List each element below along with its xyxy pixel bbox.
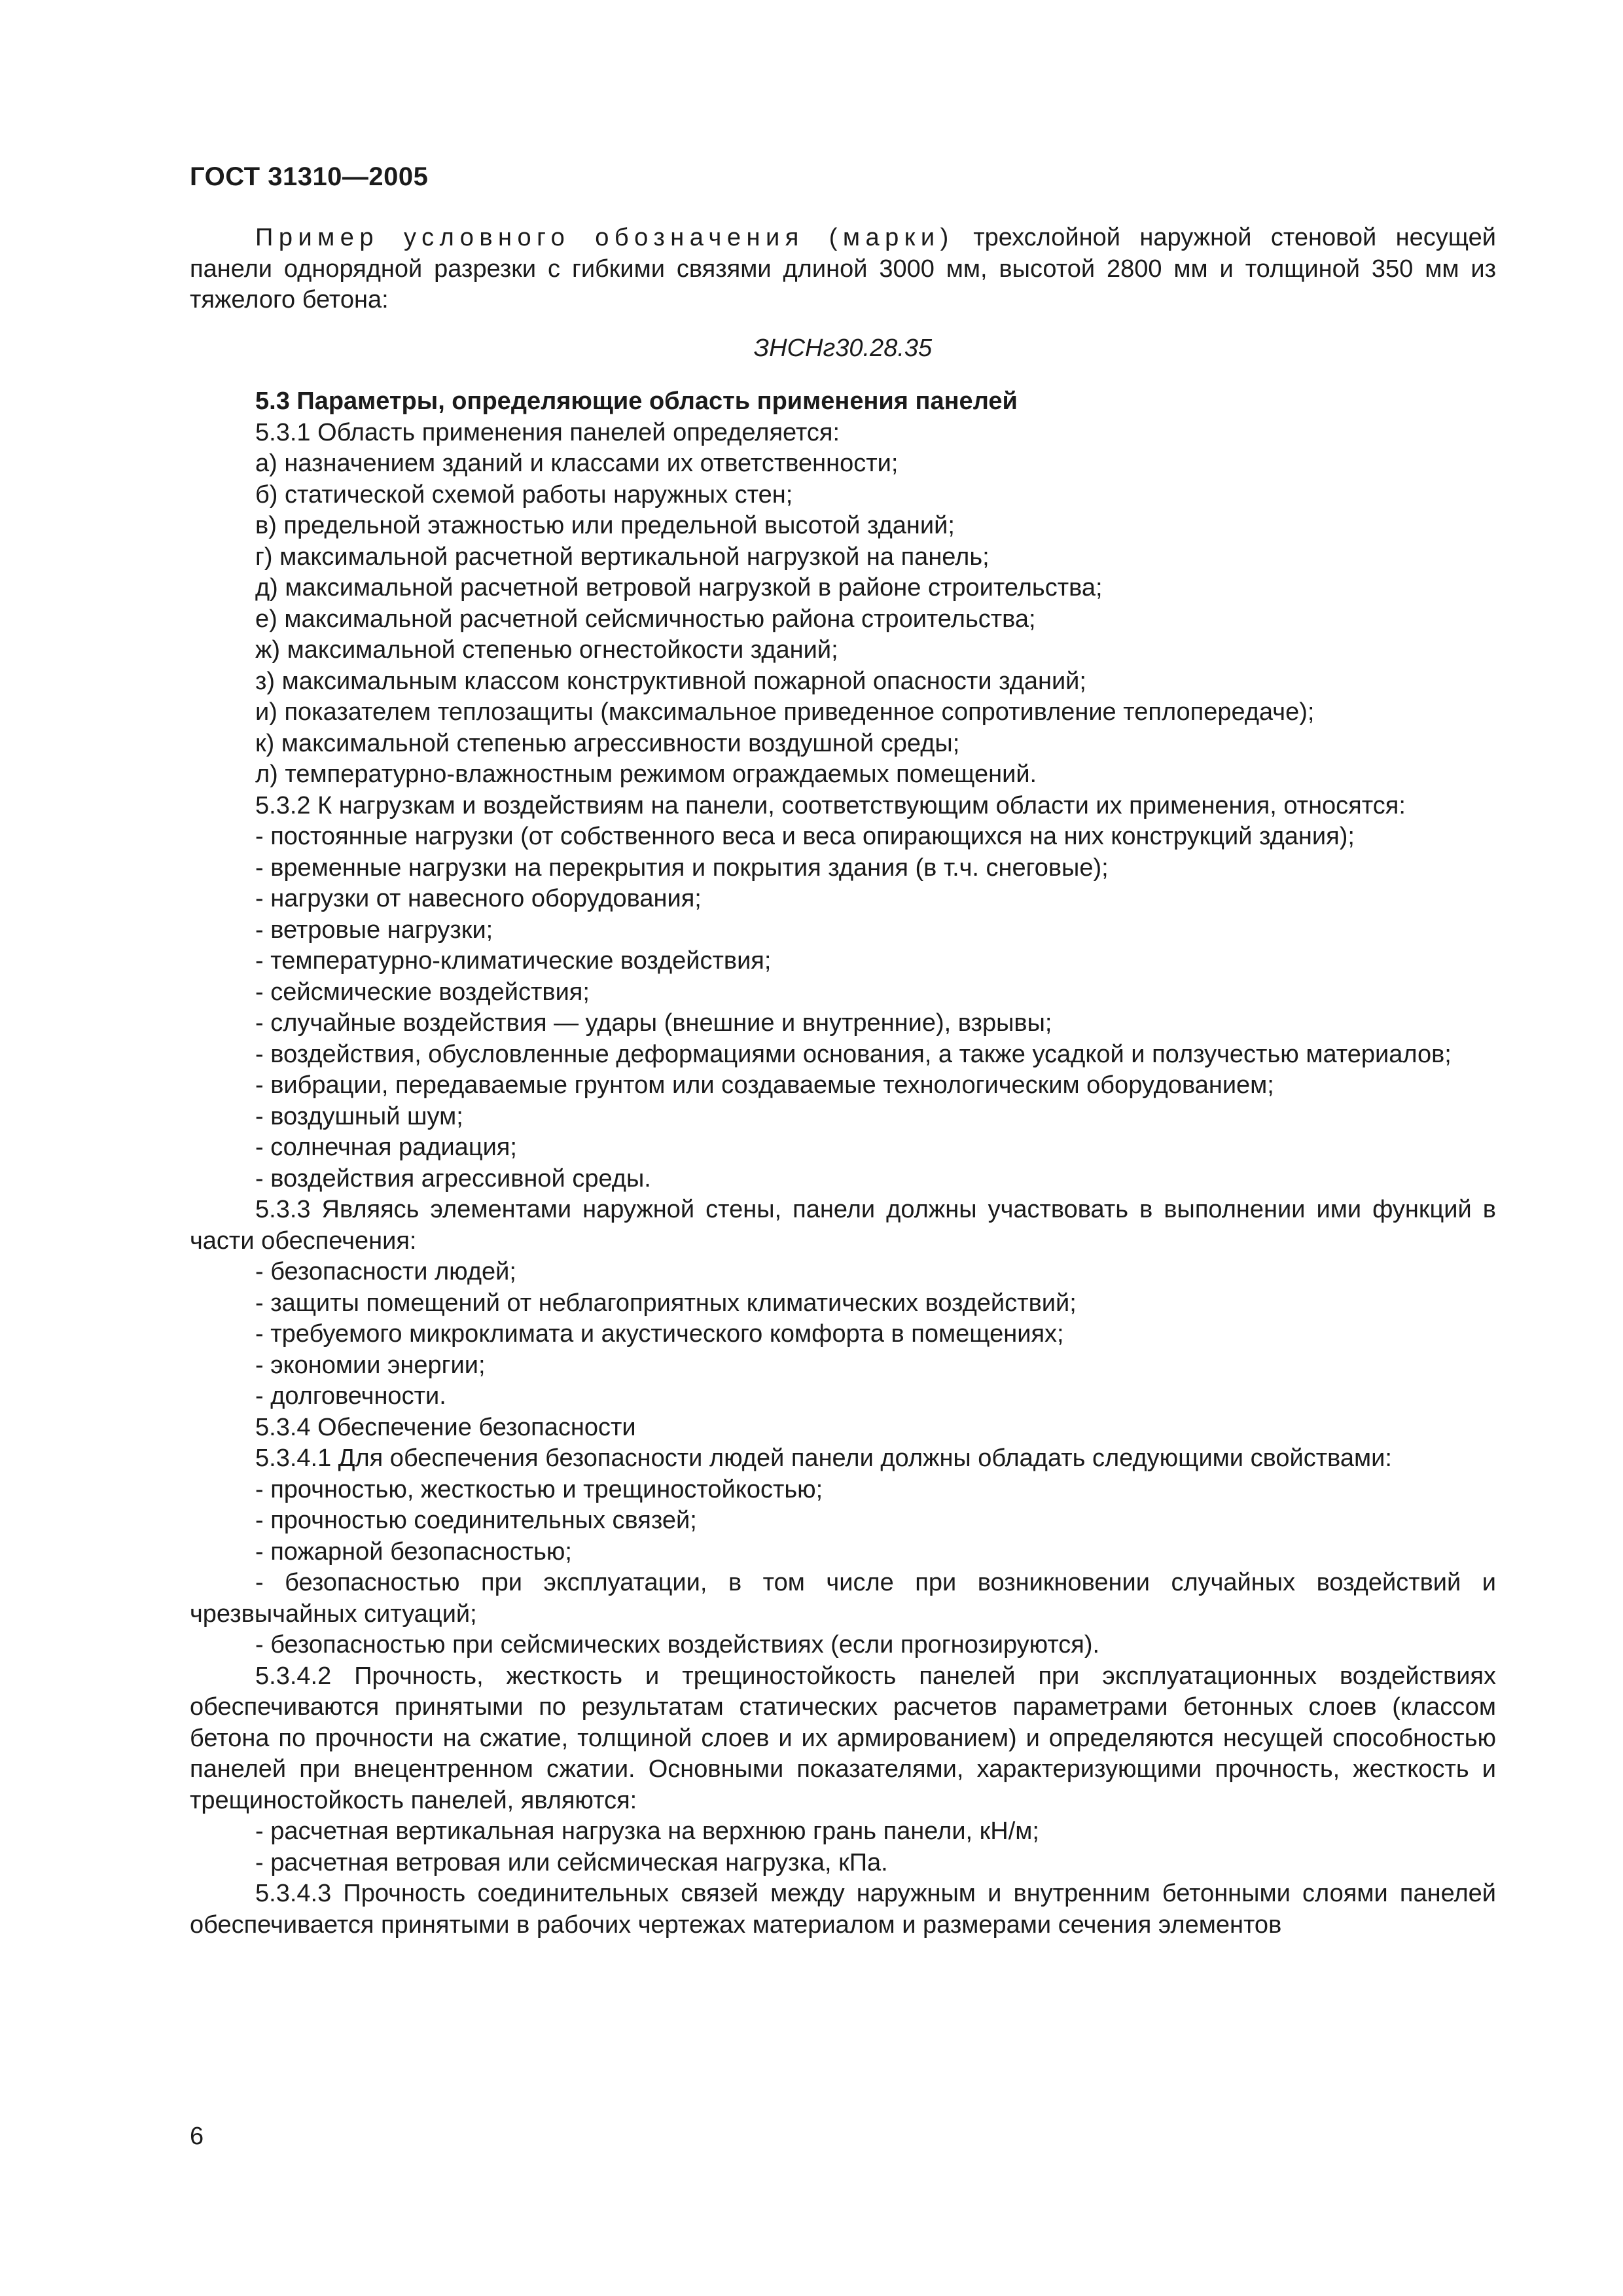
clause-5-3-3: 5.3.3 Являясь элементами наружной стены, панели должны участвовать в выполнении ими функций в части обеспечения:: [190, 1196, 1496, 1255]
list-item: - безопасностью при эксплуатации, в том числе при возникновении случайных воздействий и чрезвычайных ситуаций;: [190, 1569, 1496, 1628]
list-item: - расчетная ветровая или сейсмическая нагрузка, кПа.: [255, 1848, 888, 1876]
clause-5-3-4-3: 5.3.4.3 Прочность соединительных связей между наружным и внутренним бетонными слоями панелей обеспечивается принятыми в рабочих чертежах материалом и размерами сечения элементов: [190, 1880, 1496, 1939]
list-item: - вибрации, передаваемые грунтом или создаваемые технологическим оборудованием;: [255, 1071, 1274, 1099]
list-item: - временные нагрузки на перекрытия и покрытия здания (в т.ч. снеговые);: [255, 853, 1109, 882]
clause-5-3-4-2: 5.3.4.2 Прочность, жесткость и трещиностойкость панелей при эксплуатационных воздействиях обеспечиваются принятыми по результатам статических расчетов параметрами бетонных слоев (классом бетона по прочности на сжатие, толщиной слоев и их армированием) и определяются несущей способностью панелей при внецентренном сжатии. Основными показателями, характеризующими прочность, жесткость и трещиностойкость панелей, являются:: [190, 1662, 1496, 1814]
list-item: ж) максимальной степенью огнестойкости зданий;: [255, 636, 838, 664]
list-item: д) максимальной расчетной ветровой нагрузкой в районе строительства;: [255, 574, 1103, 601]
list-item: - воздушный шум;: [255, 1102, 463, 1130]
list-item: к) максимальной степенью агрессивности воздушной среды;: [255, 729, 960, 757]
clause-5-3-4-1-list: [190, 1475, 1496, 1661]
list-item: - нагрузки от навесного оборудования;: [255, 885, 702, 912]
list-item: - безопасности людей;: [255, 1258, 516, 1285]
document-body: [190, 223, 1496, 1941]
example-text: трехслойной наружной стеновой несущей панели однорядной разрезки с гибкими связями длиной 3000 мм, высотой 2800 мм и толщиной 350 мм из тяжелого бетона:: [190, 224, 1496, 314]
example-spaced-words: Пример условного обозначения (марки): [255, 224, 954, 251]
clause-5-3-2: 5.3.2 К нагрузкам и воздействиям на панели, соответствующим области их применения, относятся:: [255, 791, 1406, 819]
list-item: - воздействия, обусловленные деформациями основания, а также усадкой и ползучестью материалов;: [255, 1040, 1452, 1068]
list-item: - пожарной безопасностью;: [255, 1537, 572, 1566]
list-item: - солнечная радиация;: [255, 1134, 517, 1161]
list-item: и) показателем теплозащиты (максимальное приведенное сопротивление теплопередаче);: [255, 698, 1315, 726]
list-item: - случайные воздействия — удары (внешние и внутренние), взрывы;: [255, 1009, 1052, 1037]
section-title: 5.3 Параметры, определяющие область применения панелей: [255, 387, 1018, 415]
list-item: в) предельной этажностью или предельной высотой зданий;: [255, 512, 955, 539]
list-item: - ветровые нагрузки;: [255, 916, 493, 944]
list-item: - требуемого микроклимата и акустического комфорта в помещениях;: [255, 1320, 1064, 1348]
clause-5-3-4: 5.3.4 Обеспечение безопасности: [255, 1413, 636, 1441]
list-item: - защиты помещений от неблагоприятных климатических воздействий;: [255, 1289, 1077, 1317]
list-item: л) температурно-влажностным режимом ограждаемых помещений.: [255, 761, 1037, 788]
clause-5-3-4-2-list: [190, 1816, 1496, 1878]
list-item: - долговечности.: [255, 1382, 446, 1410]
clause-5-3-3-list: [190, 1257, 1496, 1412]
list-item: - воздействия агрессивной среды.: [255, 1164, 651, 1193]
list-item: б) статической схемой работы наружных стен;: [255, 480, 793, 509]
list-item: - безопасностью при сейсмических воздействиях (если прогнозируются).: [255, 1631, 1100, 1659]
list-item: г) максимальной расчетной вертикальной нагрузкой на панель;: [255, 543, 990, 571]
clause-5-3-4-1: 5.3.4.1 Для обеспечения безопасности людей панели должны обладать следующими свойствами:: [255, 1444, 1392, 1472]
clause-5-3-1: 5.3.1 Область применения панелей определяется:: [255, 418, 840, 446]
list-item: а) назначением зданий и классами их ответственности;: [255, 450, 899, 477]
designation-mark: ЗНСНг30.28.35: [753, 334, 933, 362]
list-item: - расчетная вертикальная нагрузка на верхнюю грань панели, кН/м;: [255, 1818, 1039, 1845]
page-number: 6: [190, 2123, 204, 2150]
list-item: - сейсмические воздействия;: [255, 978, 590, 1006]
clause-5-3-1-list: [190, 448, 1496, 791]
clause-5-3-2-list: [190, 821, 1496, 1194]
example-paragraph: [190, 223, 1496, 316]
document-header: ГОСТ 31310—2005: [190, 162, 429, 191]
list-item: е) максимальной расчетной сейсмичностью района строительства;: [255, 605, 1036, 633]
list-item: - экономии энергии;: [255, 1351, 486, 1379]
list-item: - температурно-климатические воздействия;: [255, 947, 772, 975]
list-item: - постоянные нагрузки (от собственного веса и веса опирающихся на них конструкций здания);: [255, 823, 1355, 850]
list-item: - прочностью, жесткостью и трещиностойкостью;: [255, 1475, 823, 1503]
list-item: - прочностью соединительных связей;: [255, 1507, 697, 1534]
list-item: з) максимальным классом конструктивной пожарной опасности зданий;: [255, 667, 1086, 695]
